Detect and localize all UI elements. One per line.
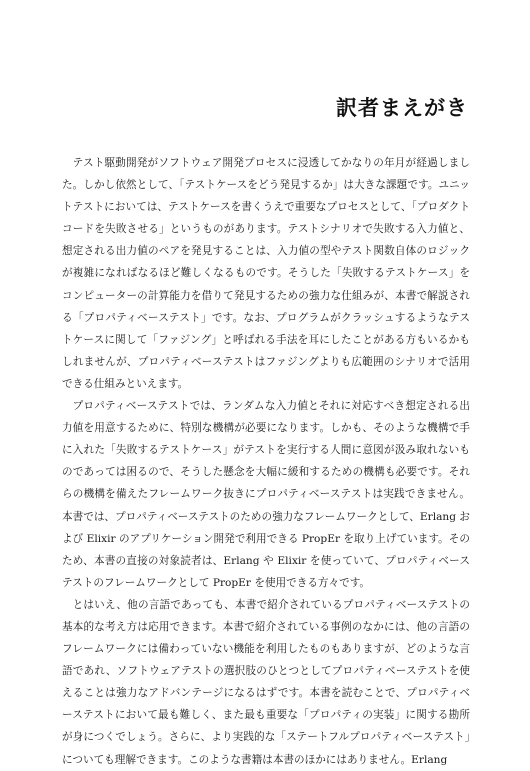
paragraph: プロパティベーステストでは、ランダムな入力値とそれに対応すべき想定される出力値を用意するために、特別な機構が必要になります。しかも、そのような機構で手に入れた「失敗するテストケース」がテストを実行する人間に意図が汲み取れないものであっては困るので、そうした懸念を大幅に緩和するための機構も必要です。それらの機構を備えたフレームワーク抜きにプロパティベーステストは実践できません。本書では、プロパティベーステストのための強力なフレームワークとして、Erlang および Elixir のアプリケーション開発で利用できる PropEr を取り上げています。そのため、本書の直接の対象読者は、Erlang や Elixir を使っていて、プロパティベーステストのフレームワークとして PropEr を使用できる方々です。 xyxy=(62,400,470,589)
body-text xyxy=(62,152,470,771)
paragraph: テスト駆動開発がソフトウェア開発プロセスに浸透してかなりの年月が経過しました。しかし依然として、「テストケースをどう発見するか」は大きな課題です。ユニットテストにおいては、テストケースを書くうえで重要なプロセスとして、「プロダクトコードを失敗させる」というものがあります。テストシナリオで失敗する入力値と、想定される出力値のペアを発見することは、入力値の型やテスト関数自体のロジックが複雑になればなるほど難しくなるものです。そうした「失敗するテストケース」をコンピューターの計算能力を借りて発見するための強力な仕組みが、本書で解説される「プロパティベーステスト」です。なお、プログラムがクラッシュするようなテストケースに関して「ファジング」と呼ばれる手法を耳にしたことがある方もいるかもしれませんが、プロパティベーステストはファジングよりも広範囲のシナリオで活用できる仕組みといえます。 xyxy=(62,157,470,390)
page-title: 訳者まえがき xyxy=(336,96,468,120)
paragraph: とはいえ、他の言語であっても、本書で紹介されているプロパティベーステストの基本的な考え方は応用できます。本書で紹介されている事例のなかには、他の言語のフレームワークには備わっていない機能を利用したものもありますが、どのような言語であれ、ソフトウェアテストの選択肢のひとつとしてプロパティベーステストを使えることは強力なアドバンテージになるはずです。本書を読むことで、プロパティベーステストにおいて最も難しく、また最も重要な「プロパティの実装」に関する勘所が身につくでしょう。さらに、より実践的な「ステートフルプロパティベーステスト」についても理解できます。このような書籍は本書のほかにはありません。Erlang xyxy=(62,598,470,766)
